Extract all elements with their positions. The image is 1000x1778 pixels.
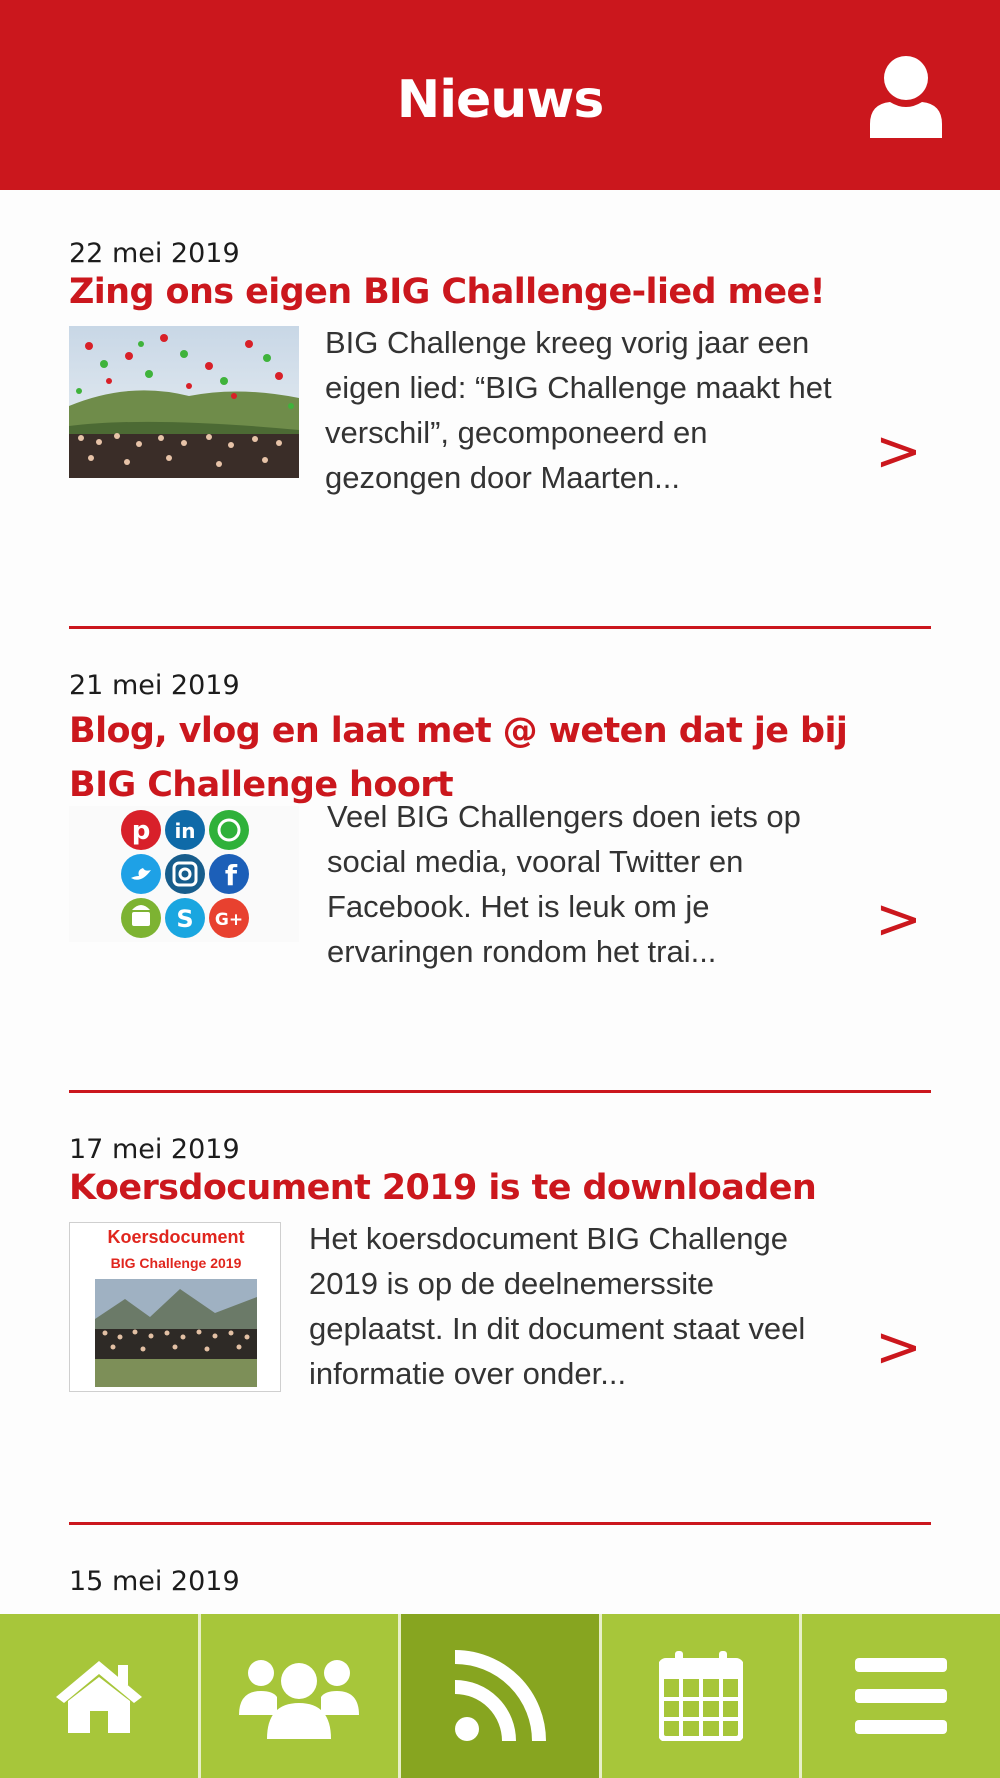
pinterest-icon [121, 810, 161, 850]
page-title: Nieuws [396, 70, 604, 130]
news-excerpt: Het koersdocument BIG Challenge 2019 is op de deelnemerssite geplaatst. In dit document staat veel informatie over onder... [309, 1221, 806, 1391]
nav-tab-calendar[interactable] [599, 1614, 800, 1778]
news-title[interactable]: Koersdocument 2019 is te downloaden [69, 1168, 817, 1208]
svg-text:p: p [131, 816, 151, 846]
skype-icon [165, 898, 205, 938]
rss-icon [453, 1649, 547, 1743]
thumbnail-subtitle: BIG Challenge 2019 [110, 1255, 242, 1271]
google-plus-icon [209, 898, 249, 938]
news-title[interactable]: Blog, vlog en laat met @ weten dat je bij BIG Challenge hoort [69, 711, 848, 805]
chevron-right-icon[interactable]: > [875, 1315, 922, 1380]
whatsapp-icon [209, 810, 249, 850]
nav-tab-groups[interactable] [198, 1614, 399, 1778]
news-item[interactable] [69, 1134, 931, 1474]
news-date: 22 mei 2019 [69, 238, 240, 269]
news-thumbnail [69, 1222, 281, 1392]
news-item[interactable] [69, 238, 931, 588]
twitter-icon [121, 854, 161, 894]
news-date: 21 mei 2019 [69, 670, 240, 701]
instagram-icon [165, 854, 205, 894]
news-item[interactable] [69, 670, 931, 1040]
news-feed[interactable] [0, 190, 1000, 1614]
android-icon [121, 898, 161, 938]
user-icon [866, 54, 946, 138]
chevron-right-icon[interactable]: > [875, 419, 922, 484]
bottom-navigation [0, 1614, 1000, 1778]
linkedin-icon [165, 810, 205, 850]
nav-tab-home[interactable] [0, 1614, 198, 1778]
nav-tab-news[interactable] [398, 1614, 599, 1778]
chevron-right-icon[interactable]: > [875, 887, 922, 952]
nav-tab-menu[interactable] [799, 1614, 1000, 1778]
news-title[interactable]: Zing ons eigen BIG Challenge-lied mee! [69, 272, 826, 312]
news-date: 17 mei 2019 [69, 1134, 240, 1165]
svg-text:G+: G+ [214, 910, 244, 930]
app-header [0, 0, 1000, 190]
news-excerpt: BIG Challenge kreeg vorig jaar een eigen lied: “BIG Challenge maakt het verschil”, gecomponeerd en gezongen door Maarten... [325, 325, 832, 495]
news-excerpt: Veel BIG Challengers doen iets op social media, vooral Twitter en Facebook. Het is leuk om je ervaringen rondom het trai... [327, 799, 801, 969]
calendar-icon [659, 1651, 743, 1741]
group-icon [237, 1653, 361, 1739]
divider [69, 626, 931, 629]
facebook-icon [209, 854, 249, 894]
svg-text:f: f [224, 859, 238, 892]
user-profile-button[interactable] [866, 54, 946, 138]
news-thumbnail [69, 326, 299, 478]
divider [69, 1090, 931, 1093]
svg-text:in: in [174, 819, 196, 843]
thumbnail-title: Koersdocument [107, 1227, 245, 1247]
divider [69, 1522, 931, 1525]
news-thumbnail [69, 806, 299, 942]
news-date: 15 mei 2019 [69, 1566, 240, 1597]
svg-text:S: S [176, 905, 194, 933]
news-item[interactable] [69, 1566, 931, 1614]
home-icon [52, 1657, 146, 1735]
menu-icon [855, 1658, 947, 1734]
